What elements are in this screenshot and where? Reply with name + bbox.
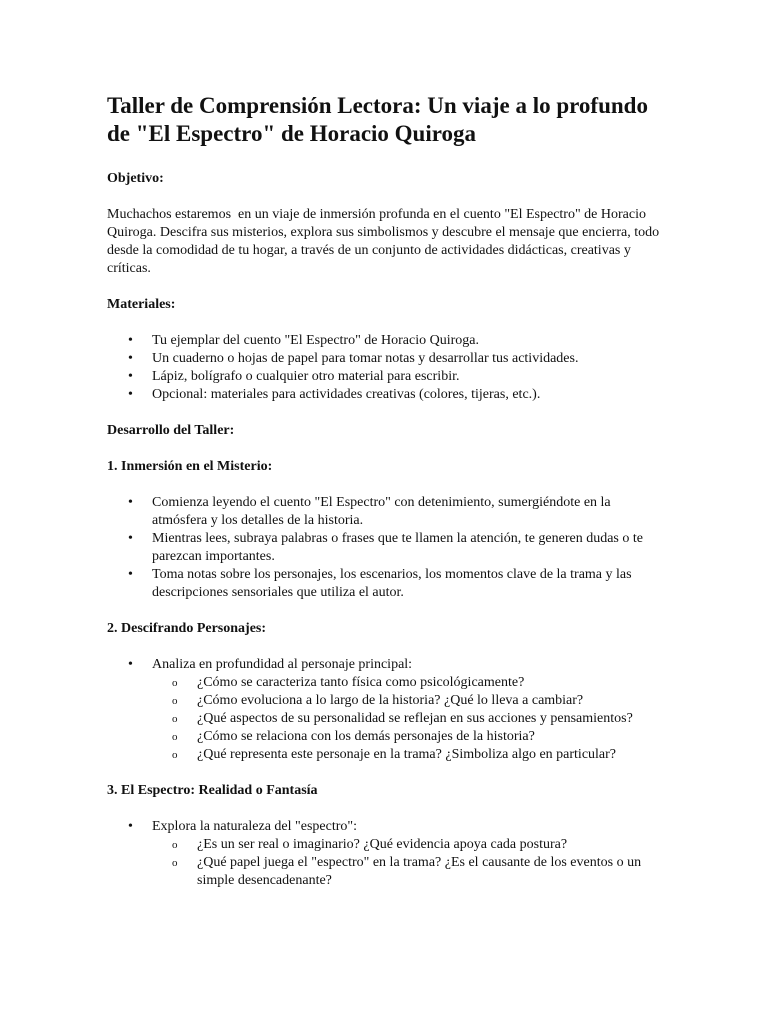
list-item-text: Explora la naturaleza del "espectro": (152, 819, 357, 834)
sub-list-item (152, 746, 667, 764)
list-item-text: Mientras lees, subraya palabras o frases que te llamen la atención, te generen dudas o te parezcan importantes. (152, 531, 643, 564)
bullet-icon: • (128, 819, 133, 834)
materiales-heading: Materiales: (107, 297, 176, 312)
materiales-list (107, 332, 667, 404)
circle-bullet-icon: o (172, 713, 178, 725)
sub-list-item (152, 728, 667, 746)
objetivo-heading: Objetivo: (107, 171, 164, 186)
list-item-text: Un cuaderno o hojas de papel para tomar notas y desarrollar tus actividades. (152, 351, 579, 366)
sub-list-item-text: ¿Qué papel juega el "espectro" en la trama? ¿Es el causante de los eventos o un simple desencadenante? (197, 855, 642, 888)
list-item (107, 566, 667, 602)
sub-list-item (152, 854, 667, 890)
list-item (107, 350, 667, 368)
list-item (107, 386, 667, 404)
list-item (107, 818, 667, 890)
circle-bullet-icon: o (172, 749, 178, 761)
bullet-icon: • (128, 333, 133, 348)
list-item-text: Toma notas sobre los personajes, los escenarios, los momentos clave de la trama y las descripciones sensoriales que utiliza el autor. (152, 567, 632, 600)
sub-list-item (152, 710, 667, 728)
bullet-icon: • (128, 351, 133, 366)
bullet-icon: • (128, 387, 133, 402)
section-2-list (107, 656, 667, 764)
sub-list-item (152, 836, 667, 854)
list-item (107, 530, 667, 566)
sub-list-item-text: ¿Es un ser real o imaginario? ¿Qué evidencia apoya cada postura? (197, 837, 568, 852)
sub-list-item-text: ¿Cómo se relaciona con los demás personajes de la historia? (197, 729, 535, 744)
list-item-text: Analiza en profundidad al personaje principal: (152, 657, 413, 672)
list-item (107, 656, 667, 764)
list-item-text: Lápiz, bolígrafo o cualquier otro material para escribir. (152, 369, 460, 384)
section-3-list (107, 818, 667, 890)
sub-list-item (152, 692, 667, 710)
circle-bullet-icon: o (172, 677, 178, 689)
sub-list-item-text: ¿Qué aspectos de su personalidad se reflejan en sus acciones y pensamientos? (197, 711, 633, 726)
section-3-heading: 3. El Espectro: Realidad o Fantasía (107, 783, 318, 798)
list-item (107, 494, 667, 530)
desarrollo-heading: Desarrollo del Taller: (107, 423, 235, 438)
bullet-icon: • (128, 657, 133, 672)
list-item-text: Opcional: materiales para actividades creativas (colores, tijeras, etc.). (152, 387, 541, 402)
list-item (107, 332, 667, 350)
circle-bullet-icon: o (172, 731, 178, 743)
sub-list-item-text: ¿Qué representa este personaje en la trama? ¿Simboliza algo en particular? (197, 747, 617, 762)
circle-bullet-icon: o (172, 695, 178, 707)
list-item (107, 368, 667, 386)
circle-bullet-icon: o (172, 857, 178, 869)
section-1-list (107, 494, 667, 602)
section-2-heading: 2. Descifrando Personajes: (107, 621, 267, 636)
document-page (107, 92, 667, 908)
section-2-sublist (152, 674, 667, 764)
bullet-icon: • (128, 567, 133, 582)
section-1-heading: 1. Inmersión en el Misterio: (107, 459, 273, 474)
sub-list-item (152, 674, 667, 692)
sub-list-item-text: ¿Cómo evoluciona a lo largo de la historia? ¿Qué lo lleva a cambiar? (197, 693, 584, 708)
sub-list-item-text: ¿Cómo se caracteriza tanto física como psicológicamente? (197, 675, 525, 690)
section-3-sublist (152, 836, 667, 890)
list-item-text: Comienza leyendo el cuento "El Espectro" con detenimiento, sumergiéndote en la atmósfera y los detalles de la historia. (152, 495, 611, 528)
bullet-icon: • (128, 495, 133, 510)
bullet-icon: • (128, 531, 133, 546)
bullet-icon: • (128, 369, 133, 384)
objetivo-paragraph: Muchachos estaremos en un viaje de inmersión profunda en el cuento "El Espectro" de Horacio Quiroga. Descifra sus misterios, explora sus simbolismos y descubre el mensaje que encierra, todo desde la comodidad de tu hogar, a través de un conjunto de actividades didácticas, creativas y críticas. (107, 207, 663, 276)
circle-bullet-icon: o (172, 839, 178, 851)
list-item-text: Tu ejemplar del cuento "El Espectro" de Horacio Quiroga. (152, 333, 479, 348)
document-title: Taller de Comprensión Lectora: Un viaje a lo profundo de "El Espectro" de Horacio Quiroga (107, 93, 648, 146)
